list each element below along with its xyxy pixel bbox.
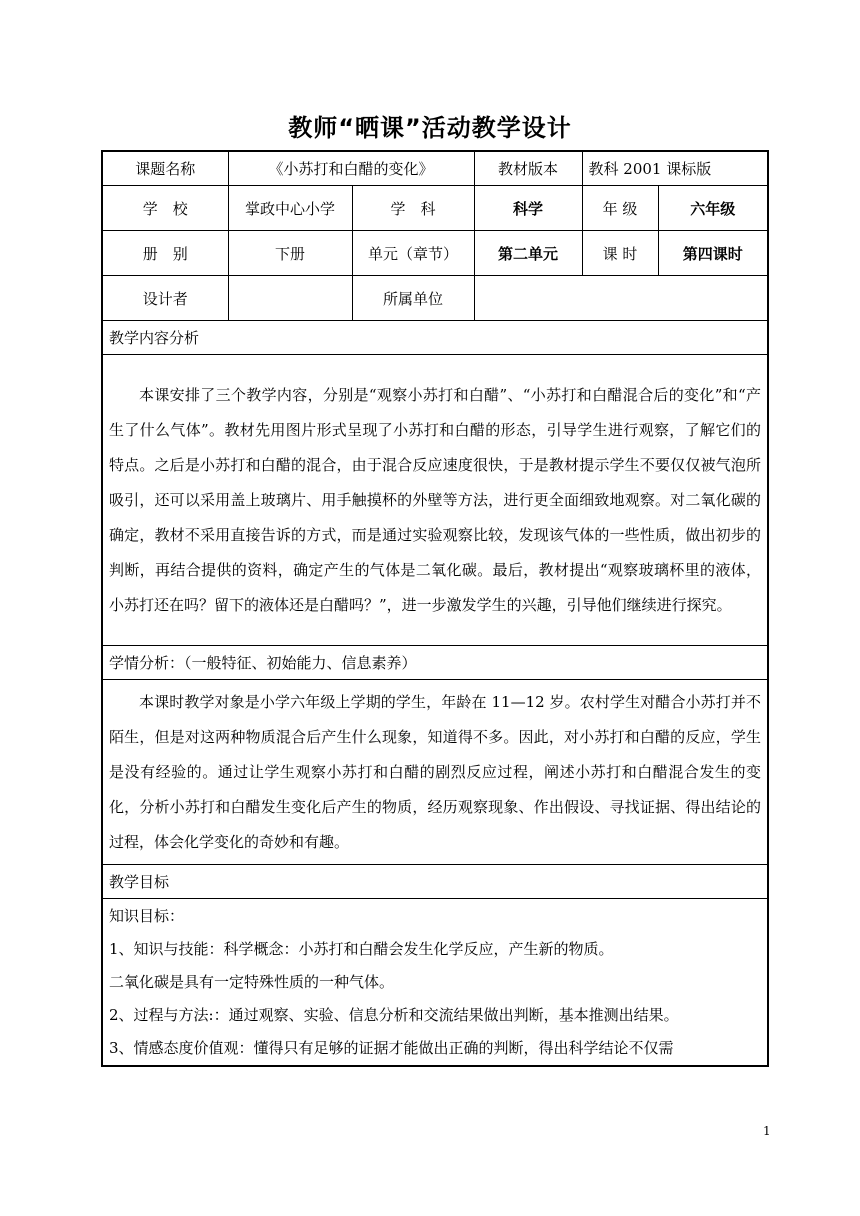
content-analysis-text: 本课安排了三个教学内容，分别是“观察小苏打和白醋”、“小苏打和白醋混合后的变化”和“产生了什么气体”。教材先用图片形式呈现了小苏打和白醋的形态，引导学生进行观察，了解它们的特点。之后是小苏打和白醋的混合，由于混合反应速度很快，于是教材提示学生不要仅仅被气泡所吸引，还可以采用盖上玻璃片、用手触摸杯的外壁等方法，进行更全面细致地观察。对二氧化碳的确定，教材不采用直接告诉的方式，而是通过实验观察比较，发现该气体的一些性质，做出初步的判断，再结合提供的资料，确定产生的气体是二氧化碳。最后，教材提出“观察玻璃杯里的液体，小苏打还在吗？留下的液体还是白醋吗？”，进一步激发学生的兴趣，引导他们继续进行探究。 xyxy=(109,385,762,614)
student-analysis-heading-row xyxy=(102,646,768,680)
lesson-value: 第四课时 xyxy=(658,231,768,276)
textbook-value: 教科 2001 课标版 xyxy=(582,151,768,186)
unit-label: 单元（章节） xyxy=(352,231,474,276)
designer-label: 设计者 xyxy=(102,276,228,321)
document-title: 教师“晒课”活动教学设计 xyxy=(288,114,572,142)
topic-value: 《小苏打和白醋的变化》 xyxy=(228,151,474,186)
objective-line: 知识目标： xyxy=(109,906,185,925)
designer-row xyxy=(102,276,768,321)
subject-label: 学 科 xyxy=(352,186,474,231)
page-number: 1 xyxy=(763,1124,771,1138)
student-analysis-body-row xyxy=(102,680,768,865)
topic-label: 课题名称 xyxy=(102,151,228,186)
affiliation-value xyxy=(474,276,768,321)
lesson-design-table xyxy=(101,150,769,1067)
subject-value: 科学 xyxy=(474,186,582,231)
student-analysis-text: 本课时教学对象是小学六年级上学期的学生，年龄在 11—12 岁。农村学生对醋合小苏打并不陌生，但是对这两种物质混合后产生什么现象，知道得不多。因此，对小苏打和白醋的反应，学生是没有经验的。通过让学生观察小苏打和白醋的剧烈反应过程，阐述小苏打和白醋混合发生的变化，分析小苏打和白醋发生变化后产生的物质，经历观察现象、作出假设、寻找证据、得出结论的过程，体会化学变化的奇妙和有趣。 xyxy=(109,692,762,851)
unit-value: 第二单元 xyxy=(474,231,582,276)
school-label: 学 校 xyxy=(102,186,228,231)
objective-line: 3、情感态度价值观：懂得只有足够的证据才能做出正确的判断，得出科学结论不仅需 xyxy=(109,1038,674,1057)
objectives-body-row xyxy=(102,899,768,1067)
school-row xyxy=(102,186,768,231)
student-analysis-heading: 学情分析：（一般特征、初始能力、信息素养） xyxy=(102,646,768,680)
grade-label: 年 级 xyxy=(582,186,658,231)
volume-row xyxy=(102,231,768,276)
designer-value xyxy=(228,276,352,321)
lesson-label: 课 时 xyxy=(582,231,658,276)
content-analysis-heading-row xyxy=(102,321,768,355)
grade-value: 六年级 xyxy=(658,186,768,231)
objective-line: 二氧化碳是具有一定特殊性质的一种气体。 xyxy=(109,972,395,991)
objective-line: 1、知识与技能：科学概念：小苏打和白醋会发生化学反应，产生新的物质。 xyxy=(109,939,614,958)
topic-row xyxy=(102,151,768,186)
content-analysis-body-row xyxy=(102,355,768,646)
objectives-heading: 教学目标 xyxy=(102,865,768,899)
school-value: 掌政中心小学 xyxy=(228,186,352,231)
volume-label: 册 别 xyxy=(102,231,228,276)
affiliation-label: 所属单位 xyxy=(352,276,474,321)
objectives-heading-row xyxy=(102,865,768,899)
textbook-label: 教材版本 xyxy=(474,151,582,186)
content-analysis-heading: 教学内容分析 xyxy=(102,321,768,355)
volume-value: 下册 xyxy=(228,231,352,276)
objective-line: 2、过程与方法:：通过观察、实验、信息分析和交流结果做出判断，基本推测出结果。 xyxy=(109,1005,679,1024)
